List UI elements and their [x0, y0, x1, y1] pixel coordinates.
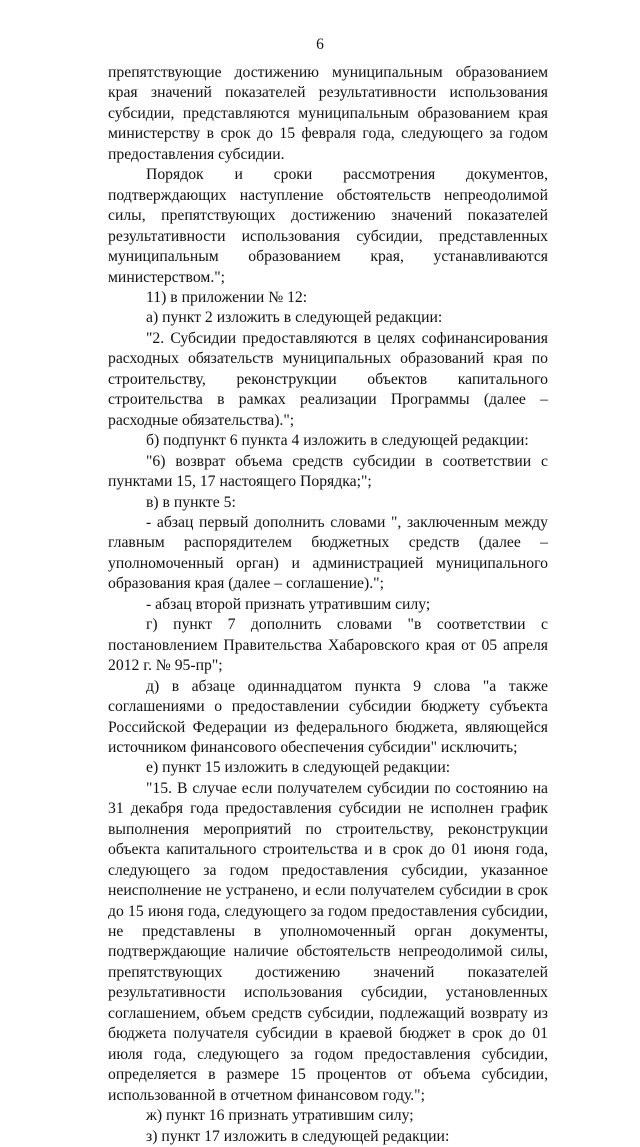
paragraph: г) пункт 7 дополнить словами "в соответствии с постановлением Правительства Хабаровского края от 05 апреля 2012 г. № 95-пр";	[108, 616, 548, 675]
paragraph: д) в абзаце одиннадцатом пункта 9 слова "а также соглашениями о предоставлении субсидии бюджету субъекта Российской Федерации из федерального бюджета, являющейся источником финансового обеспечения субсидии" исключить;	[108, 677, 548, 756]
paragraph: 11) в приложении № 12:	[146, 288, 308, 306]
paragraph: "15. В случае если получателем субсидии по состоянию на 31 декабря года предоставления субсидии не исполнен график выполнения мероприятий по строительству, реконструкции объекта капитального строительства и в срок до 01 июня года, следующего за годом предоставления субсидии, указанное неисполнение не устранено, и если получателем субсидии в срок до 15 июня года, следующего за годом предоставления субсидии, не представлены в уполномоченный орган документы, подтверждающие наличие обстоятельств непреодолимой силы, препятствующих достижению значений показателей результативности использования субсидии, установленных соглашением, объем средств субсидии, подлежащий возврату из бюджета получателя субсидии в краевой бюджет в срок до 01 июля года, следующего за годом предоставления субсидии, определяется в размере 15 процентов от объема субсидии, использованной в отчетном финансовом году.";	[108, 779, 548, 1104]
paragraph: "2. Субсидии предоставляются в целях софинансирования расходных обязательств муниципальных образований края по строительству, реконструкции объектов капитального строительства в рамках реализации Программы (далее – расходные обязательства).";	[108, 329, 548, 429]
document-body	[108, 63, 548, 1147]
paragraph: а) пункт 2 изложить в следующей редакции:	[146, 309, 443, 327]
paragraph: ж) пункт 16 признать утратившим силу;	[146, 1107, 414, 1125]
paragraph: - абзац первый дополнить словами ", заключенным между главным распорядителем бюджетных средств (далее – уполномоченный орган) и администрацией муниципального образования края (далее – соглашение).";	[108, 513, 548, 593]
paragraph: е) пункт 15 изложить в следующей редакции:	[146, 759, 451, 777]
paragraph: в) в пункте 5:	[146, 493, 236, 511]
page-number: 6	[316, 36, 324, 53]
paragraph: з) пункт 17 изложить в следующей редакции:	[146, 1127, 450, 1145]
paragraph: - абзац второй признать утратившим силу;	[146, 595, 431, 613]
paragraph: б) подпункт 6 пункта 4 изложить в следующей редакции:	[146, 432, 529, 450]
paragraph: препятствующие достижению муниципальным образованием края значений показателей результативности использования субсидии, представляются муниципальным образованием края министерству в срок до 15 февраля года, следующего за годом предоставления субсидии.	[108, 64, 548, 163]
paragraph: Порядок и сроки рассмотрения документов, подтверждающих наступление обстоятельств непреодолимой силы, препятствующих достижению значений показателей результативности использования субсидии, представленных муниципальным образованием края, устанавливаются министерством.";	[108, 166, 548, 286]
paragraph: "6) возврат объема средств субсидии в соответствии с пунктами 15, 17 настоящего Порядка;";	[108, 452, 548, 491]
